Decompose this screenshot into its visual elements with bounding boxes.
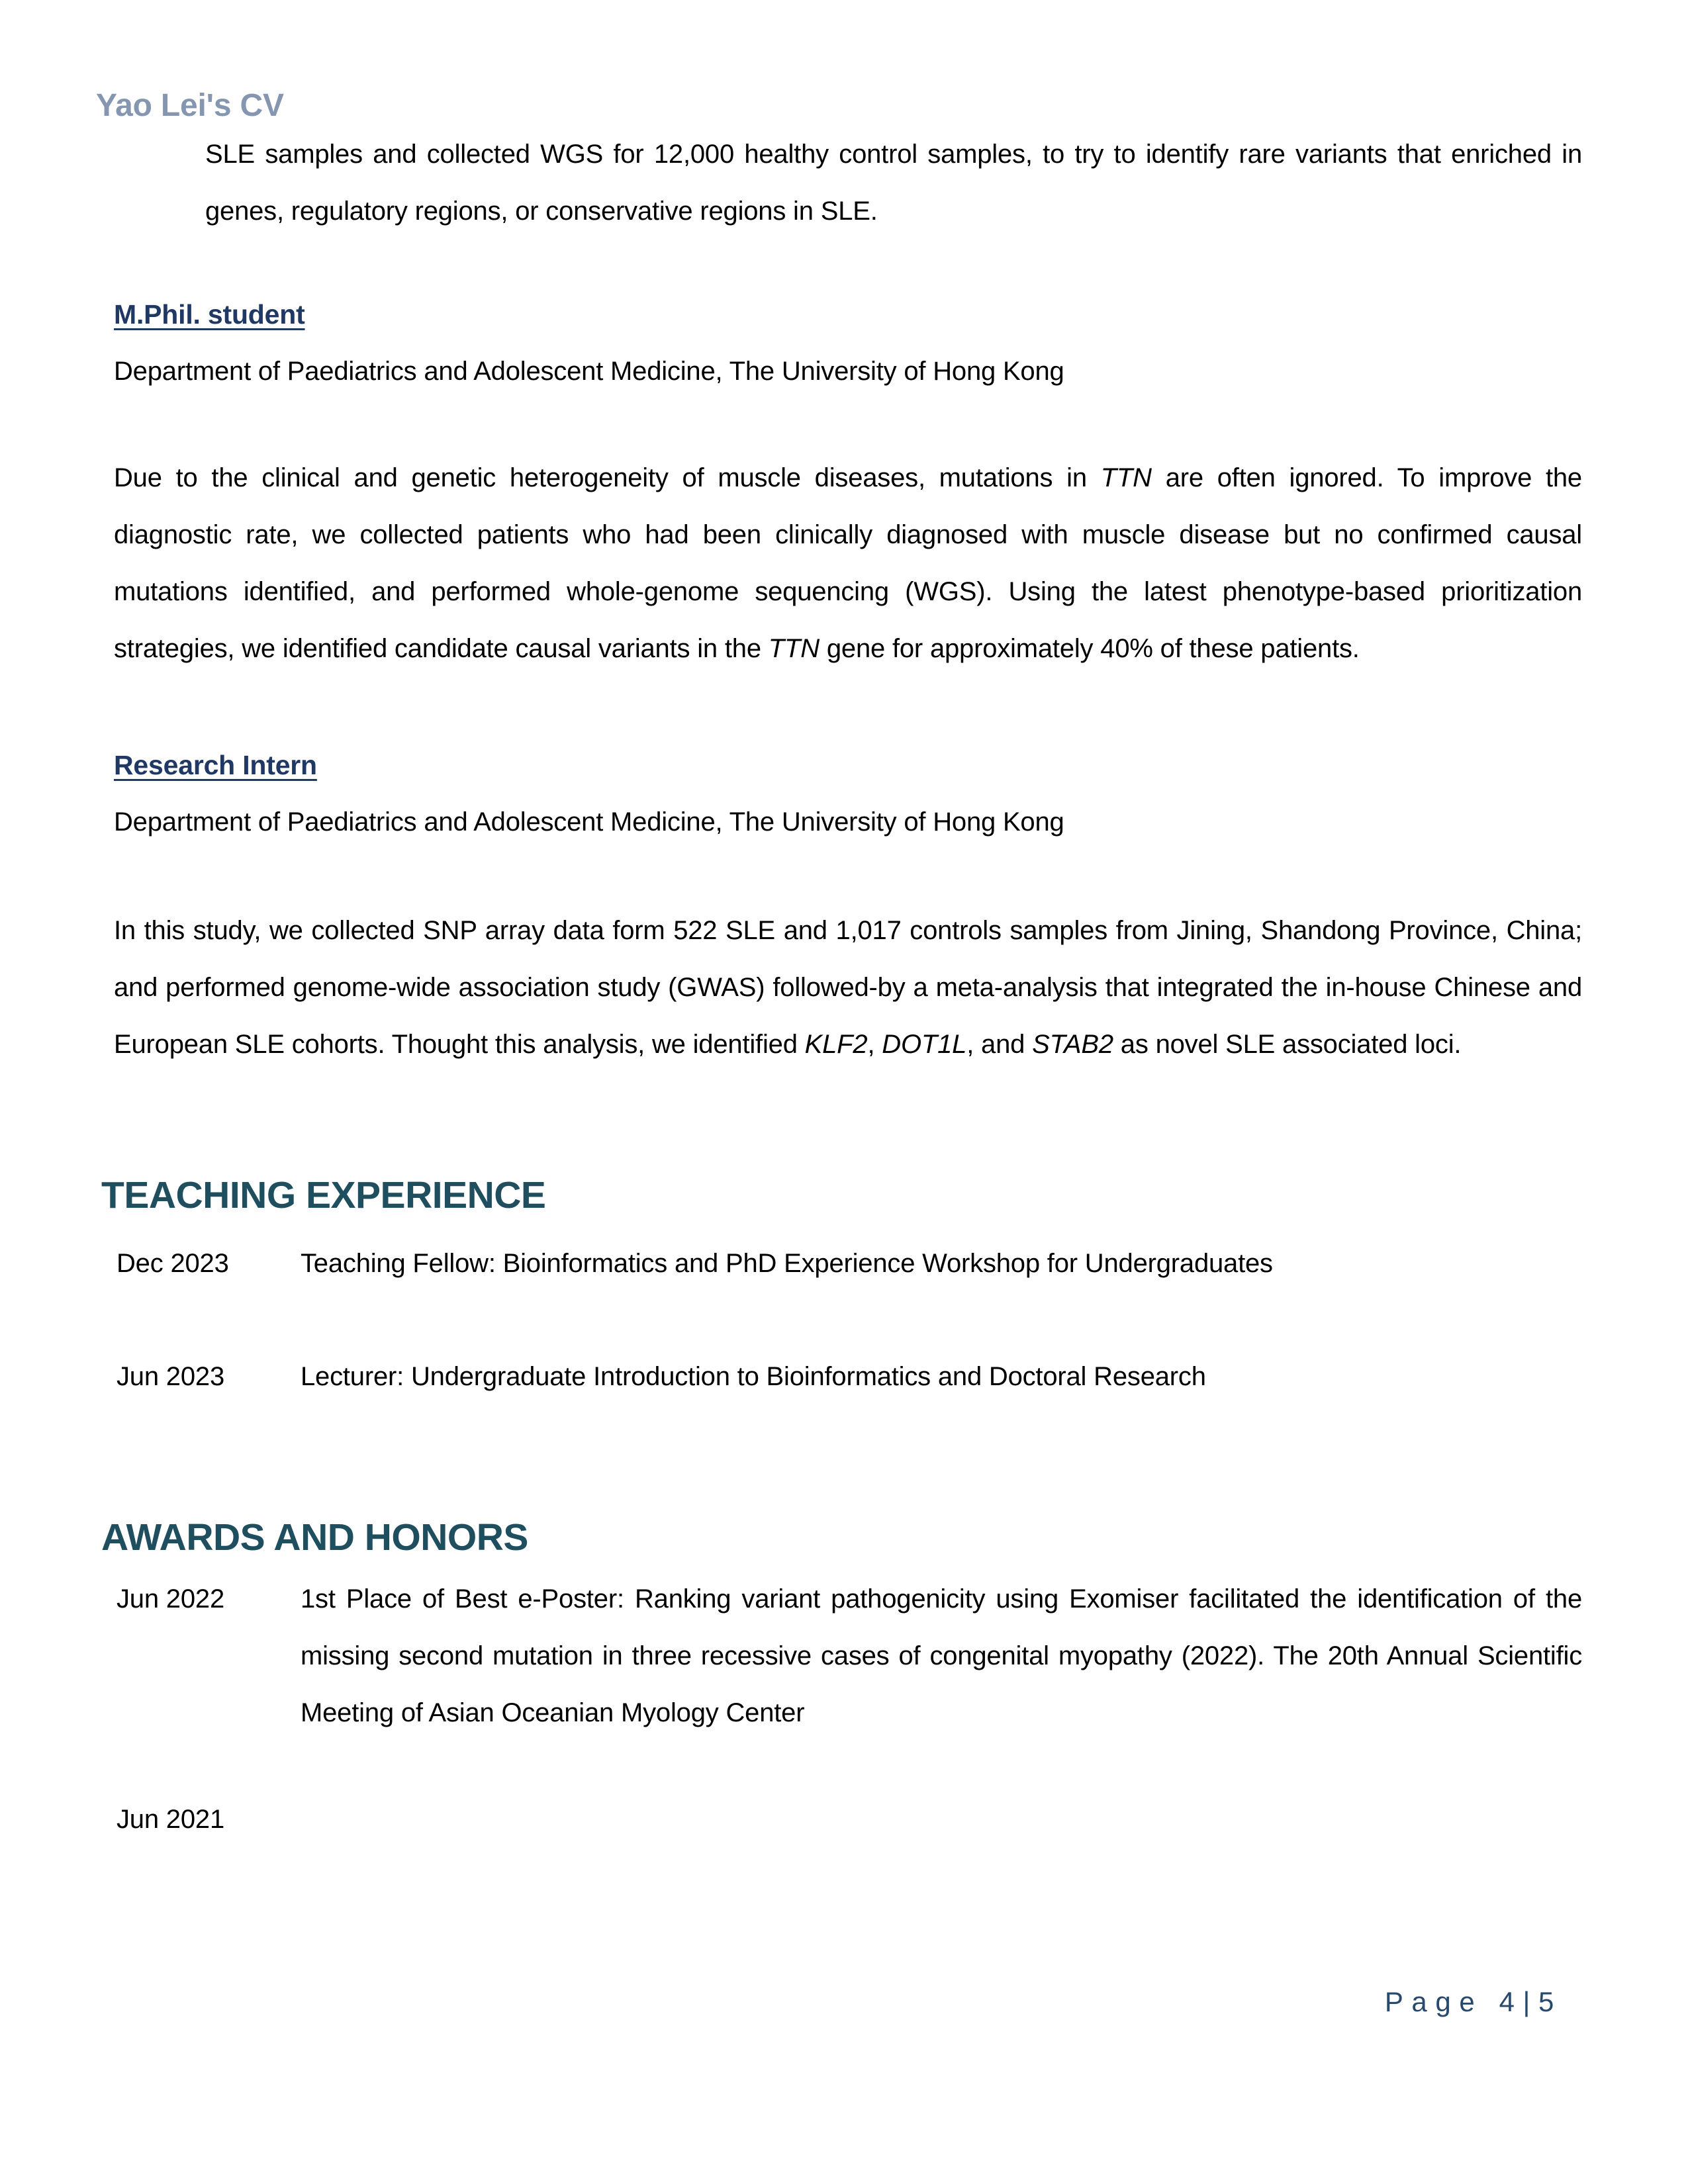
position-section-research-intern	[96, 737, 1582, 1073]
entry-description: Lecturer: Undergraduate Introduction to Bioinformatics and Doctoral Research	[301, 1362, 1206, 1391]
position-affiliation-mphil: Department of Paediatrics and Adolescent Medicine, The University of Hong Kong	[114, 357, 1064, 386]
teaching-entry-row	[117, 1235, 1582, 1292]
page-number-footer: Page 4|5	[1384, 1986, 1562, 2017]
position-title-text: M.Phil. student	[114, 299, 305, 330]
entry-date: Jun 2023	[117, 1362, 224, 1391]
position-title-research-intern	[114, 737, 1582, 794]
entry-description: Teaching Fellow: Bioinformatics and PhD Experience Workshop for Undergraduates	[301, 1249, 1273, 1278]
teaching-entry-row	[117, 1348, 1582, 1405]
position-affiliation-research-intern: Department of Paediatrics and Adolescent Medicine, The University of Hong Kong	[114, 807, 1064, 837]
entry-description: 1st Place of Best e-Poster: Ranking variant pathogenicity using Exomiser facilitated the identification of the missing second mutation in three recessive cases of congenital myopathy (2022). The 20th Annual Scientific Meeting of Asian Oceanian Myology Center	[301, 1584, 1582, 1727]
award-entry-row	[117, 1791, 1582, 1848]
awards-section	[96, 1514, 1582, 1848]
entry-description	[301, 1791, 1582, 1848]
awards-section-heading: AWARDS AND HONORS	[101, 1516, 528, 1559]
intro-paragraph: SLE samples and collected WGS for 12,000 healthy control samples, to try to identify rare variants that enriched in genes, regulatory regions, or conservative regions in SLE.	[205, 140, 1582, 226]
teaching-experience-section	[96, 1172, 1582, 1405]
entry-date: Jun 2021	[117, 1805, 224, 1834]
position-title-text: Research Intern	[114, 750, 317, 780]
position-title-mphil	[114, 286, 1582, 343]
position-description-research-intern: In this study, we collected SNP array data form 522 SLE and 1,017 controls samples from Jining, Shandong Province, China; and performed genome-wide association study (GWAS) followed-by a meta-analysis that integrated the in-house Chinese and European SLE cohorts. Thought this analysis, we identified KLF2, DOT1L, and STAB2 as novel SLE associated loci.	[114, 916, 1582, 1059]
position-description-mphil: Due to the clinical and genetic heterogeneity of muscle diseases, mutations in TTN are often ignored. To improve the diagnostic rate, we collected patients who had been clinically diagnosed with muscle disease but no confirmed causal mutations identified, and performed whole-genome sequencing (WGS). Using the latest phenotype-based prioritization strategies, we identified candidate causal variants in the TTN gene for approximately 40% of these patients.	[114, 463, 1582, 663]
cv-content	[96, 86, 1582, 1848]
entry-date: Dec 2023	[117, 1249, 229, 1278]
teaching-section-heading: TEACHING EXPERIENCE	[101, 1174, 546, 1216]
position-section-mphil	[96, 286, 1582, 677]
entry-date: Jun 2022	[117, 1584, 224, 1614]
document-header-title: Yao Lei's CV	[96, 88, 284, 123]
award-entry-row	[117, 1570, 1582, 1741]
